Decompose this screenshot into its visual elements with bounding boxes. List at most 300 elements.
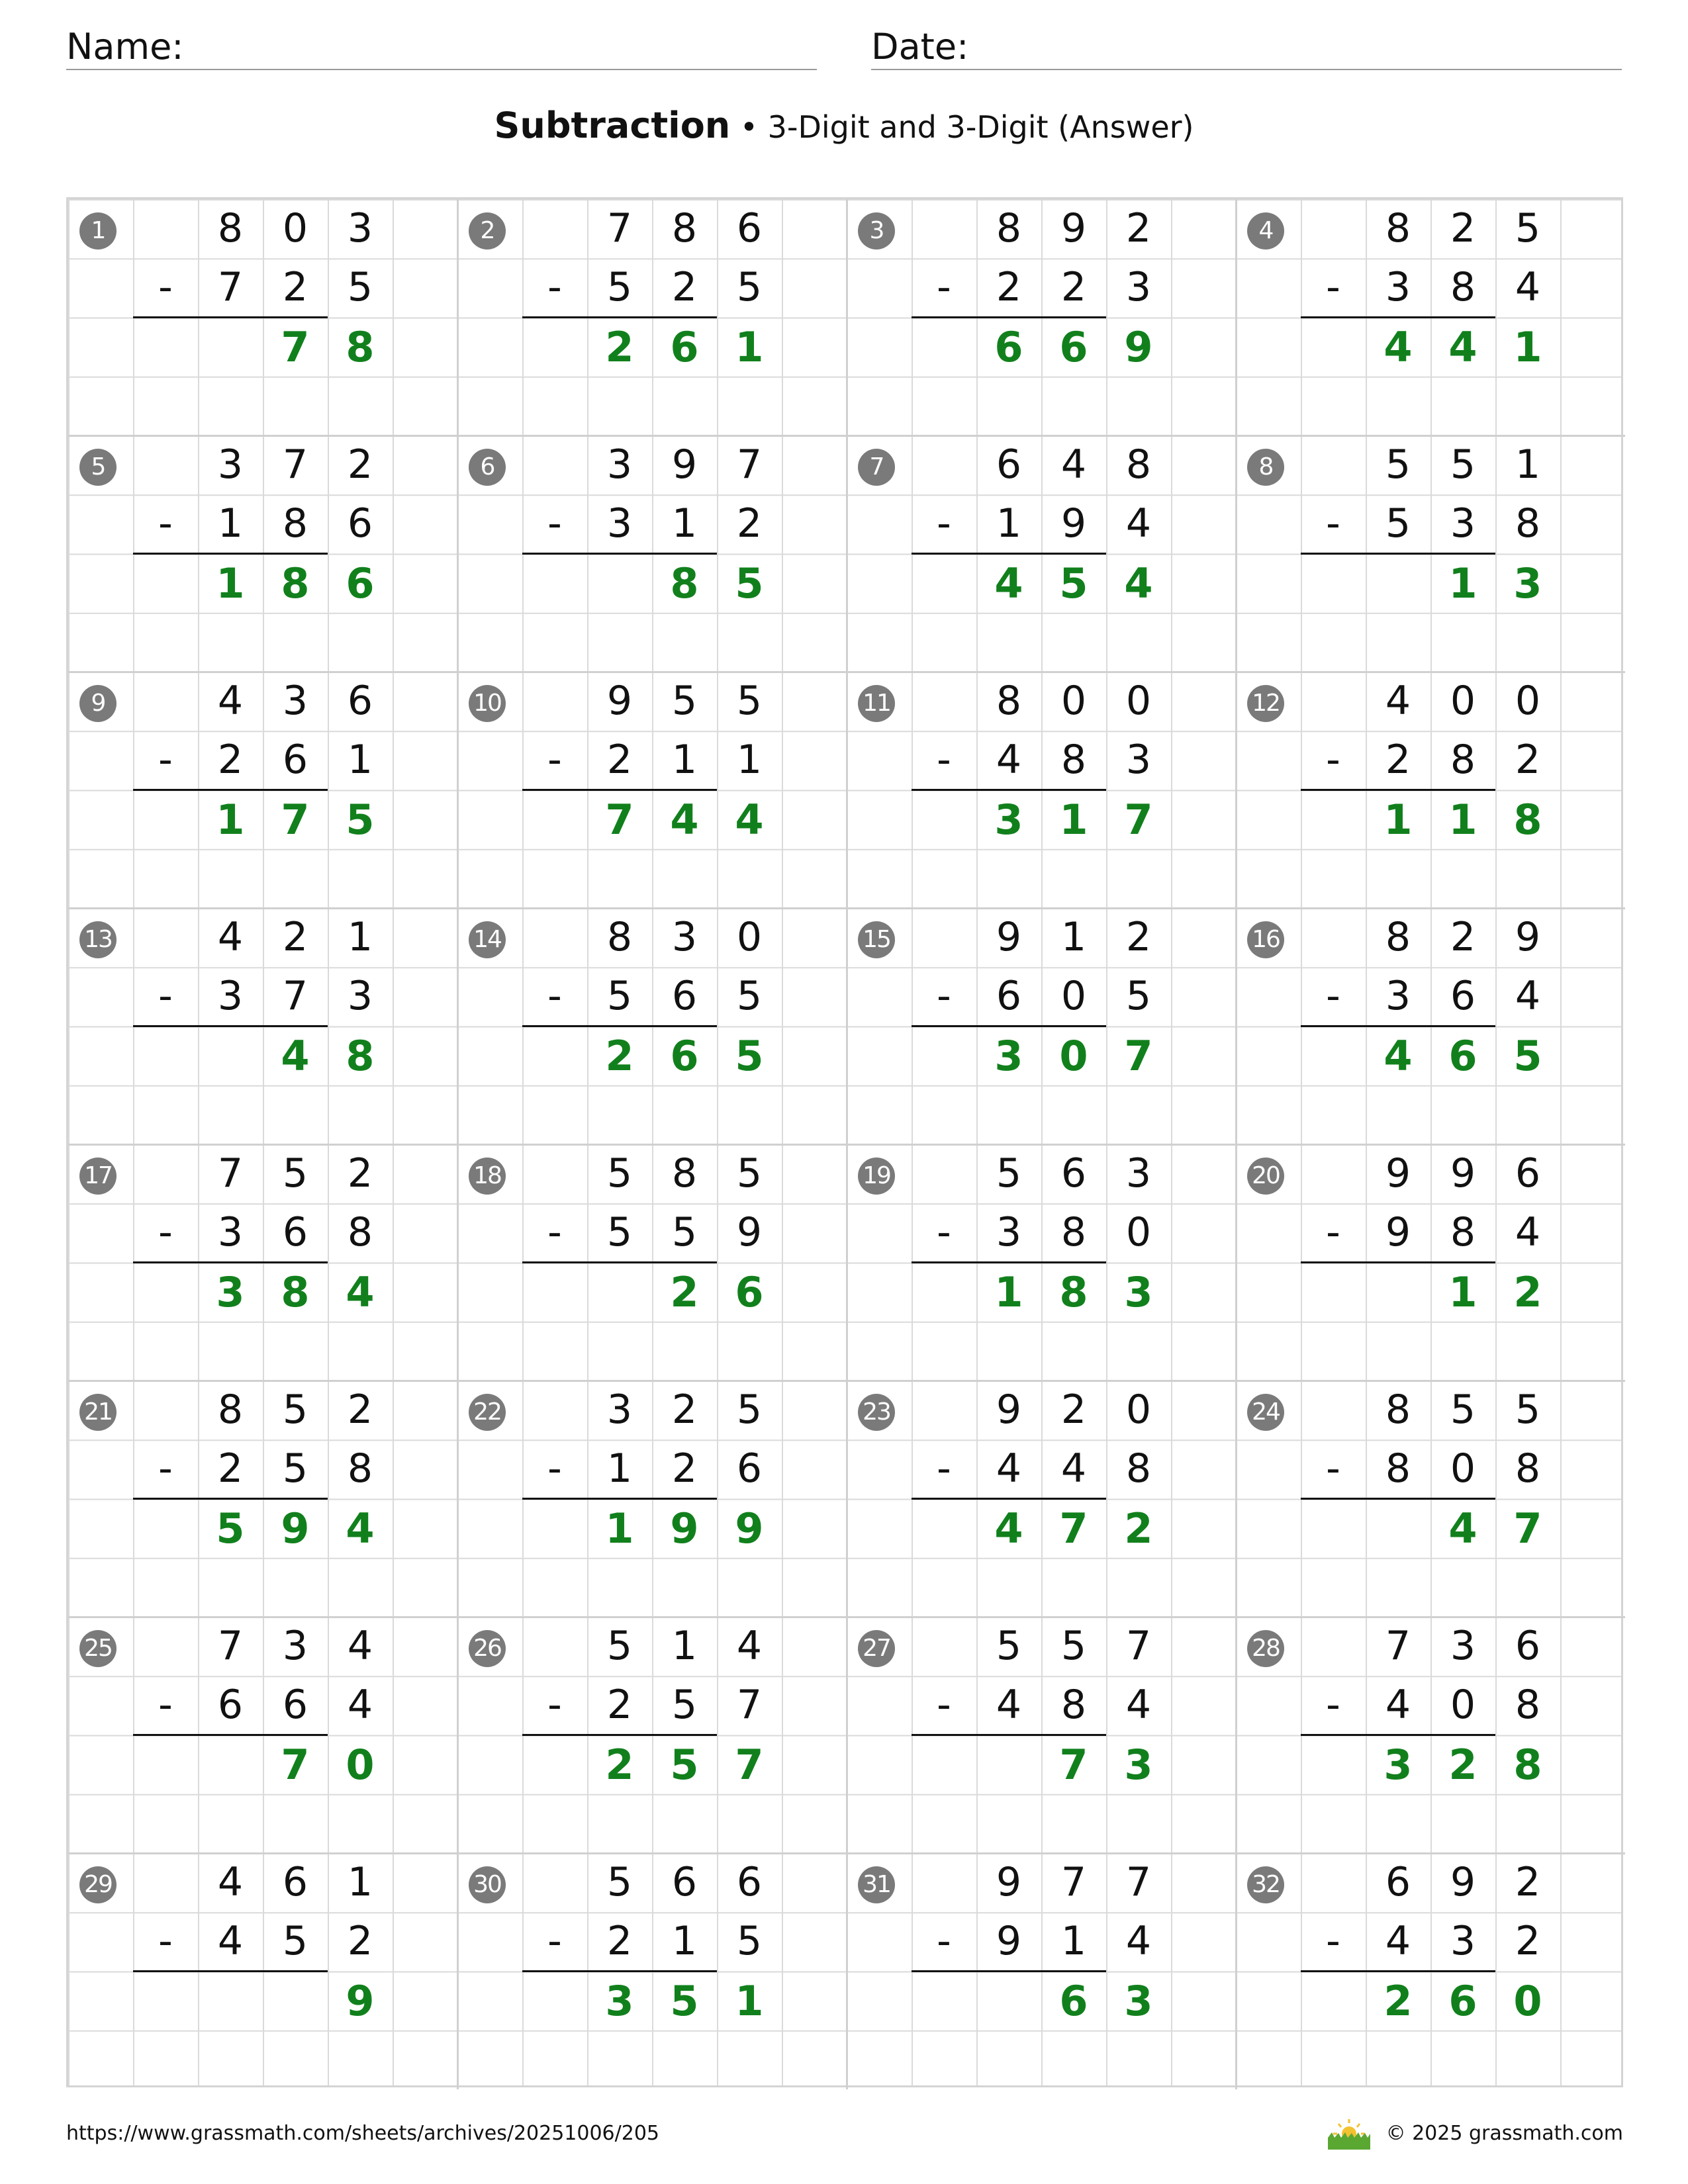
answer-rule-line [1301,1970,1495,1972]
subtrahend-digit: 4 [1385,1682,1411,1729]
answer-rule-line [912,1970,1106,1972]
answer-digit: 4 [994,1504,1023,1553]
answer-digit [1366,1499,1430,1558]
minuend-digit: 3 [606,1387,633,1433]
subtrahend-digit: 1 [736,737,763,784]
subtrahend-digit: 2 [671,264,698,311]
answer-rule-line [1301,1734,1495,1736]
problem-number-badge: 27 [858,1630,895,1667]
minuend-digit: 8 [217,205,244,251]
subtrahend-digit: 6 [736,1445,763,1492]
answer-rule-line [912,789,1106,791]
subtrahend-digit: 3 [996,1209,1022,1256]
answer-digit: 0 [1059,1031,1088,1080]
minuend-digit: 6 [347,678,373,724]
problem-20 [1236,1144,1625,1381]
answer-digit: 7 [1513,1504,1542,1553]
answer-rule-line [912,1734,1106,1736]
subtrahend-digit: 1 [671,1918,698,1965]
subtrahend-digit: 4 [1125,1682,1152,1729]
answer-digit: 3 [1513,559,1542,608]
answer-digit: 2 [1448,1740,1477,1789]
minuend-digit: 5 [671,678,698,724]
minus-sign: - [937,264,951,311]
minuend-digit: 3 [347,205,373,251]
answer-digit: 9 [346,1976,375,2025]
minuend-digit: 6 [1515,1150,1541,1197]
subtrahend-digit: 1 [217,500,244,547]
subtrahend-digit: 8 [282,500,308,547]
problem-19 [847,1144,1236,1381]
subtrahend-digit: 2 [1515,1918,1541,1965]
problem-12 [1236,672,1625,908]
answer-digit: 3 [605,1976,634,2025]
answer-digit: 2 [1383,1976,1413,2025]
date-label: Date: [871,26,969,68]
minus-sign: - [1326,737,1340,784]
answer-digit: 8 [1059,1267,1088,1316]
answer-rule-line [912,1025,1106,1027]
problem-number-badge: 7 [858,449,895,486]
subtrahend-digit: 9 [1385,1209,1411,1256]
minuend-digit: 3 [282,1623,308,1669]
subtrahend-digit: 6 [282,1209,308,1256]
subtrahend-digit: 5 [347,264,373,311]
minus-sign: - [937,737,951,784]
answer-digit: 4 [281,1031,310,1080]
answer-digit [198,1735,263,1794]
minuend-digit: 5 [1515,205,1541,251]
problem-18 [457,1144,847,1381]
name-field[interactable] [66,25,817,70]
answer-digit [587,554,652,613]
problem-number-badge: 4 [1247,212,1284,250]
problem-number-badge: 31 [858,1866,895,1903]
minus-sign: - [158,1209,173,1256]
subtrahend-digit: 4 [1060,1445,1087,1492]
answer-digit: 7 [281,322,310,371]
problem-number-badge: 29 [79,1866,117,1903]
minuend-digit: 2 [1125,205,1152,251]
minus-sign: - [547,737,562,784]
minus-sign: - [158,1682,173,1729]
answer-rule-line [522,1734,717,1736]
answer-digit: 1 [1059,795,1088,844]
answer-digit [587,1263,652,1322]
subtrahend-digit: 6 [282,737,308,784]
subtrahend-digit: 0 [1125,1209,1152,1256]
answer-digit: 7 [1059,1504,1088,1553]
subtrahend-digit: 6 [671,973,698,1020]
subtrahend-digit: 3 [217,973,244,1020]
subtrahend-digit: 5 [736,973,763,1020]
subtrahend-digit: 4 [1515,973,1541,1020]
minuend-digit: 0 [1125,1387,1152,1433]
subtrahend-digit: 8 [1060,1682,1087,1729]
answer-rule-line [1301,1498,1495,1500]
subtrahend-digit: 3 [1125,737,1152,784]
answer-digit: 8 [670,559,699,608]
subtrahend-digit: 3 [347,973,373,1020]
answer-rule-line [133,316,328,318]
subtrahend-digit: 2 [217,737,244,784]
subtrahend-digit: 9 [736,1209,763,1256]
answer-digit: 4 [346,1267,375,1316]
subtrahend-digit: 1 [996,500,1022,547]
answer-digit: 1 [1513,322,1542,371]
subtrahend-digit: 6 [996,973,1022,1020]
subtrahend-digit: 4 [1125,500,1152,547]
minuend-digit: 8 [996,205,1022,251]
minus-sign: - [158,737,173,784]
minuend-digit: 3 [1125,1150,1152,1197]
problem-31 [847,1853,1236,2089]
footer-url[interactable]: https://www.grassmath.com/sheets/archives/20251006/205 [66,2122,660,2145]
subtrahend-digit: 1 [606,1445,633,1492]
answer-rule-line [1301,553,1495,555]
minuend-digit: 5 [996,1150,1022,1197]
minus-sign: - [937,1918,951,1965]
minuend-digit: 7 [1125,1623,1152,1669]
answer-digit: 7 [605,795,634,844]
subtrahend-digit: 1 [671,500,698,547]
answer-rule-line [522,1970,717,1972]
problem-number-badge: 24 [1247,1394,1284,1431]
minuend-digit: 9 [1515,914,1541,960]
answer-rule-line [912,1498,1106,1500]
minuend-digit: 5 [1385,441,1411,488]
minuend-digit: 9 [996,1859,1022,1905]
answer-digit: 4 [1383,1031,1413,1080]
minuend-digit: 9 [1060,205,1087,251]
subtrahend-digit: 1 [347,737,373,784]
answer-digit: 3 [994,795,1023,844]
minuend-digit: 5 [1450,441,1476,488]
minuend-digit: 3 [606,441,633,488]
answer-digit: 9 [281,1504,310,1553]
minuend-digit: 8 [217,1387,244,1433]
problem-3 [847,199,1236,435]
subtrahend-digit: 5 [606,973,633,1020]
minuend-digit: 6 [671,1859,698,1905]
problem-15 [847,908,1236,1144]
answer-digit: 5 [216,1504,245,1553]
answer-digit: 8 [281,559,310,608]
subtrahend-digit: 3 [1450,500,1476,547]
problem-number-badge: 20 [1247,1158,1284,1195]
answer-digit [263,1972,328,2030]
minuend-digit: 5 [1515,1387,1541,1433]
subtrahend-digit: 5 [606,1209,633,1256]
minuend-digit: 5 [736,1150,763,1197]
subtrahend-digit: 9 [996,1918,1022,1965]
problem-5 [68,435,457,672]
problem-number-badge: 17 [79,1158,117,1195]
minuend-digit: 1 [1060,914,1087,960]
minuend-digit: 5 [996,1623,1022,1669]
subtrahend-digit: 8 [347,1209,373,1256]
problem-14 [457,908,847,1144]
subtrahend-digit: 5 [736,1918,763,1965]
minus-sign: - [1326,1682,1340,1729]
subtrahend-digit: 3 [1385,973,1411,1020]
subtrahend-digit: 2 [671,1445,698,1492]
minuend-digit: 5 [1060,1623,1087,1669]
subtrahend-digit: 1 [671,737,698,784]
subtrahend-digit: 0 [1450,1682,1476,1729]
minuend-digit: 5 [606,1623,633,1669]
minuend-digit: 2 [1125,914,1152,960]
problem-number-badge: 3 [858,212,895,250]
answer-digit: 7 [1124,795,1153,844]
subtrahend-digit: 3 [217,1209,244,1256]
answer-digit: 7 [1059,1740,1088,1789]
minuend-digit: 9 [1450,1150,1476,1197]
answer-digit: 4 [1448,322,1477,371]
answer-digit: 5 [1059,559,1088,608]
answer-digit: 2 [605,322,634,371]
answer-digit: 3 [216,1267,245,1316]
subtrahend-digit: 3 [1125,264,1152,311]
answer-digit: 8 [281,1267,310,1316]
answer-digit: 4 [735,795,764,844]
subtrahend-digit: 5 [282,1445,308,1492]
subtrahend-digit: 8 [1385,1445,1411,1492]
minuend-digit: 0 [1515,678,1541,724]
minus-sign: - [937,1682,951,1729]
problem-number-badge: 14 [469,921,506,958]
subtrahend-digit: 8 [1515,1682,1541,1729]
answer-digit: 6 [670,1031,699,1080]
minuend-digit: 4 [347,1623,373,1669]
minuend-digit: 1 [347,914,373,960]
problem-number-badge: 11 [858,685,895,722]
minus-sign: - [1326,1445,1340,1492]
minuend-digit: 3 [1450,1623,1476,1669]
minus-sign: - [158,1918,173,1965]
minuend-digit: 7 [1385,1623,1411,1669]
minuend-digit: 5 [606,1150,633,1197]
answer-rule-line [522,1025,717,1027]
answer-rule-line [133,1261,328,1263]
problem-2 [457,199,847,435]
minus-sign: - [937,1209,951,1256]
problem-number-badge: 30 [469,1866,506,1903]
answer-rule-line [133,1970,328,1972]
answer-rule-line [133,1734,328,1736]
subtrahend-digit: 4 [217,1918,244,1965]
minuend-digit: 9 [1385,1150,1411,1197]
minus-sign: - [937,973,951,1020]
minuend-digit: 8 [1125,441,1152,488]
minuend-digit: 8 [671,1150,698,1197]
problem-23 [847,1381,1236,1617]
answer-rule-line [1301,789,1495,791]
minuend-digit: 3 [217,441,244,488]
minus-sign: - [158,973,173,1020]
answer-digit: 7 [735,1740,764,1789]
problem-10 [457,672,847,908]
answer-rule-line [912,553,1106,555]
minuend-digit: 8 [1385,1387,1411,1433]
subtrahend-digit: 8 [1450,1209,1476,1256]
subtrahend-digit: 2 [1515,737,1541,784]
answer-digit: 5 [1513,1031,1542,1080]
minuend-digit: 9 [1450,1859,1476,1905]
answer-digit: 9 [1124,322,1153,371]
minuend-digit: 5 [282,1387,308,1433]
answer-digit: 1 [1383,795,1413,844]
problem-25 [68,1617,457,1853]
minus-sign: - [547,264,562,311]
subtrahend-digit: 5 [671,1209,698,1256]
date-field[interactable] [871,25,1622,70]
minus-sign: - [1326,264,1340,311]
subtrahend-digit: 1 [1060,1918,1087,1965]
worksheet-title [0,105,1688,146]
answer-digit [1366,554,1430,613]
subtrahend-digit: 0 [1060,973,1087,1020]
subtrahend-digit: 2 [606,1918,633,1965]
answer-rule-line [522,316,717,318]
footer-copyright: © 2025 grassmath.com [1385,2122,1623,2145]
minuend-digit: 5 [1450,1387,1476,1433]
problem-8 [1236,435,1625,672]
answer-digit: 7 [1124,1031,1153,1080]
subtrahend-digit: 7 [282,973,308,1020]
minus-sign: - [1326,1918,1340,1965]
minuend-digit: 5 [282,1150,308,1197]
minuend-digit: 6 [736,1859,763,1905]
problem-21 [68,1381,457,1617]
minuend-digit: 3 [282,678,308,724]
problem-number-badge: 13 [79,921,117,958]
minuend-digit: 7 [282,441,308,488]
minus-sign: - [937,1445,951,1492]
minuend-digit: 1 [347,1859,373,1905]
problem-number-badge: 28 [1247,1630,1284,1667]
answer-digit: 4 [346,1504,375,1553]
minuend-digit: 8 [996,678,1022,724]
minuend-digit: 2 [1450,205,1476,251]
subtrahend-digit: 5 [606,264,633,311]
subtrahend-digit: 3 [1385,264,1411,311]
answer-digit: 3 [994,1031,1023,1080]
subtrahend-digit: 4 [1515,1209,1541,1256]
minuend-digit: 4 [1060,441,1087,488]
minuend-digit: 1 [1515,441,1541,488]
minuend-digit: 6 [1515,1623,1541,1669]
answer-digit: 3 [1124,1740,1153,1789]
problem-28 [1236,1617,1625,1853]
minus-sign: - [547,1918,562,1965]
subtrahend-digit: 6 [282,1682,308,1729]
answer-digit: 5 [735,559,764,608]
subtrahend-digit: 2 [606,1682,633,1729]
minus-sign: - [1326,1209,1340,1256]
subtrahend-digit: 2 [606,737,633,784]
answer-digit: 6 [735,1267,764,1316]
answer-digit: 4 [994,559,1023,608]
minus-sign: - [937,500,951,547]
answer-digit: 6 [346,559,375,608]
minuend-digit: 6 [282,1859,308,1905]
minuend-digit: 2 [347,1387,373,1433]
subtrahend-digit: 3 [606,500,633,547]
problem-22 [457,1381,847,1617]
problem-16 [1236,908,1625,1144]
problem-number-badge: 8 [1247,449,1284,486]
problem-number-badge: 15 [858,921,895,958]
problem-24 [1236,1381,1625,1617]
subtrahend-digit: 2 [347,1918,373,1965]
answer-digit: 1 [994,1267,1023,1316]
subtrahend-digit: 2 [996,264,1022,311]
answer-digit: 3 [1383,1740,1413,1789]
subtrahend-digit: 4 [1385,1918,1411,1965]
answer-digit: 3 [1124,1267,1153,1316]
minuend-digit: 0 [1060,678,1087,724]
minuend-digit: 4 [1385,678,1411,724]
minuend-digit: 7 [606,205,633,251]
minuend-digit: 7 [1125,1859,1152,1905]
subtrahend-digit: 6 [217,1682,244,1729]
subtrahend-digit: 4 [996,1445,1022,1492]
answer-digit: 2 [1513,1267,1542,1316]
problem-30 [457,1853,847,2089]
answer-digit: 2 [1124,1504,1153,1553]
subtrahend-digit: 2 [282,264,308,311]
minus-sign: - [547,500,562,547]
subtrahend-digit: 5 [1385,500,1411,547]
minus-sign: - [1326,973,1340,1020]
subtrahend-digit: 8 [1060,1209,1087,1256]
problem-1 [68,199,457,435]
answer-digit [1366,1263,1430,1322]
subtrahend-digit: 5 [1125,973,1152,1020]
answer-rule-line [1301,1025,1495,1027]
subtrahend-digit: 0 [1450,1445,1476,1492]
answer-digit: 5 [346,795,375,844]
answer-digit: 2 [605,1740,634,1789]
answer-digit: 4 [670,795,699,844]
minuend-digit: 8 [1385,205,1411,251]
minuend-digit: 4 [736,1623,763,1669]
problem-number-badge: 18 [469,1158,506,1195]
problem-26 [457,1617,847,1853]
minuend-digit: 8 [1385,914,1411,960]
subtrahend-digit: 4 [996,1682,1022,1729]
problem-29 [68,1853,457,2089]
answer-rule-line [522,1261,717,1263]
minuend-digit: 0 [1125,678,1152,724]
problem-6 [457,435,847,672]
minuend-digit: 6 [996,441,1022,488]
answer-digit: 6 [1448,1031,1477,1080]
subtrahend-digit: 8 [1125,1445,1152,1492]
subtrahend-digit: 3 [1450,1918,1476,1965]
minuend-digit: 0 [1450,678,1476,724]
minuend-digit: 2 [347,441,373,488]
answer-digit: 9 [735,1504,764,1553]
answer-digit: 3 [1124,1976,1153,2025]
minus-sign: - [158,264,173,311]
answer-rule-line [522,553,717,555]
minuend-digit: 5 [606,1859,633,1905]
subtrahend-digit: 6 [1450,973,1476,1020]
problem-number-badge: 2 [469,212,506,250]
subtrahend-digit: 2 [1060,264,1087,311]
